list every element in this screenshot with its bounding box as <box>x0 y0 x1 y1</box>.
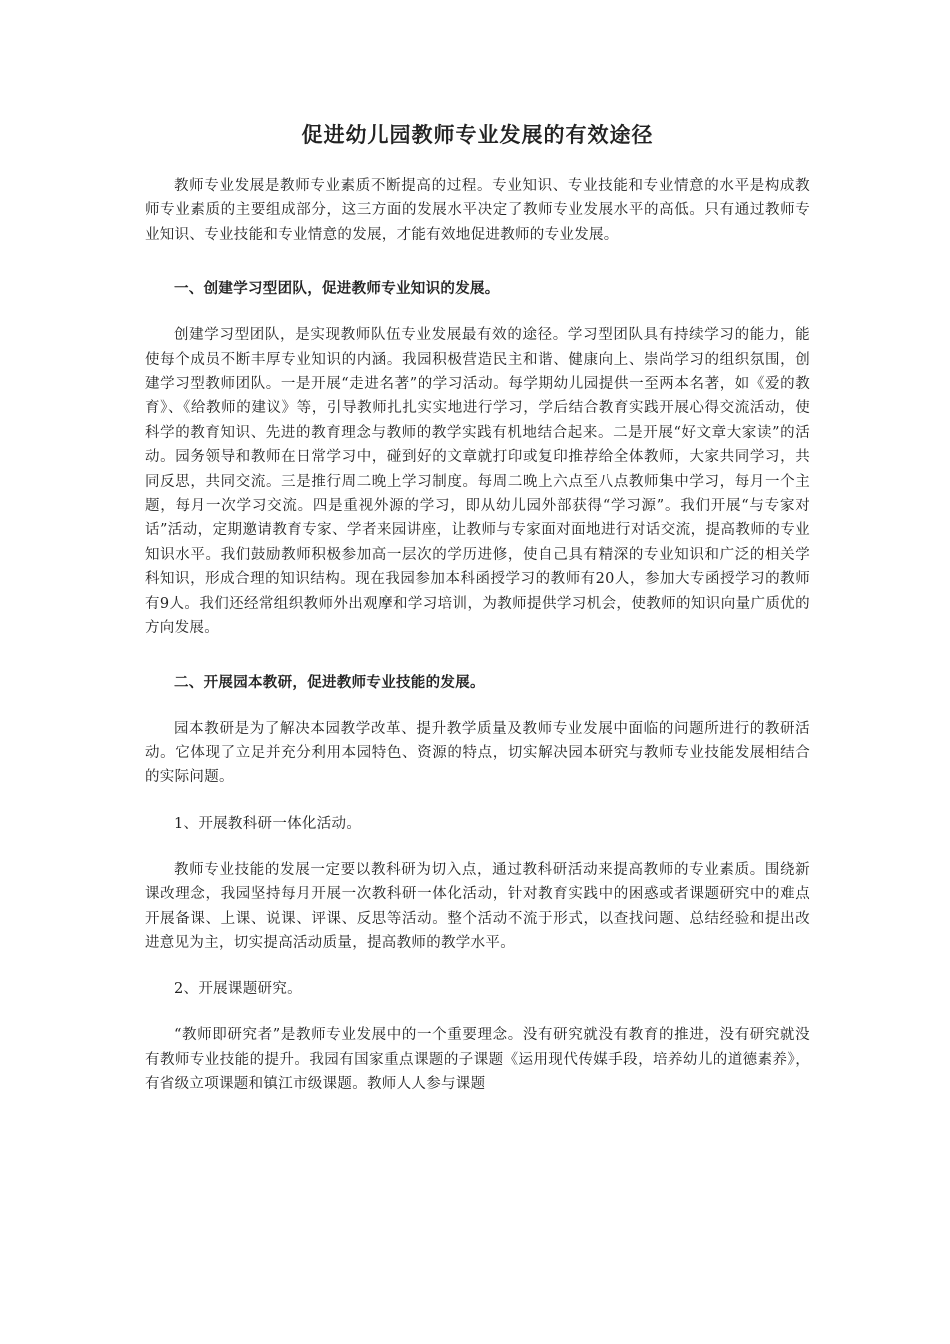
document-title: 促进幼儿园教师专业发展的有效途径 <box>301 122 654 147</box>
subsection-2-body: “教师即研究者”是教师专业发展中的一个重要理念。没有研究就没有教育的推进，没有研究就没有教师专业技能的提升。我园有国家重点课题的子课题《运用现代传媒手段，培养幼儿的道德素养》，有省级立项课题和镇江市级课题。教师人人参与课题 <box>145 1027 810 1093</box>
section-2-body: 园本教研是为了解决本园教学改革、提升教学质量及教师专业发展中面临的问题所进行的教研活动。它体现了立足并充分利用本园特色、资源的特点，切实解决园本研究与教师专业技能发展相结合的实际问题。 <box>145 720 810 786</box>
subsection-1-heading: 1、开展教科研一体化活动。 <box>174 815 362 832</box>
section-2-heading: 二、开展园本教研，促进教师专业技能的发展。 <box>174 673 485 691</box>
subsection-1-body: 教师专业技能的发展一定要以教科研为切入点，通过教科研活动来提高教师的专业素质。围绕新课改理念，我园坚持每月开展一次教科研一体化活动，针对教育实践中的困惑或者课题研究中的难点开展备课、上课、说课、评课、反思等活动。整个活动不流于形式，以查找问题、总结经验和提出改进意见为主，切实提高活动质量，提高教师的教学水平。 <box>145 861 810 951</box>
section-1-body: 创建学习型团队，是实现教师队伍专业发展最有效的途径。学习型团队具有持续学习的能力，能使每个成员不断丰厚专业知识的内涵。我园积极营造民主和谐、健康向上、崇尚学习的组织氛围，创建学习型教师团队。一是开展“走进名著”的学习活动。每学期幼儿园提供一至两本名著，如《爱的教育》、《给教师的建议》等，引导教师扎扎实实地进行学习，学后结合教育实践开展心得交流活动，使科学的教育知识、先进的教育理念与教师的教学实践有机地结合起来。二是开展“好文章大家读”的活动。园务领导和教师在日常学习中，碰到好的文章就打印或复印推荐给全体教师，大家共同学习，共同反思，共同交流。三是推行周二晚上学习制度。每周二晚上六点至八点教师集中学习，每月一个主题，每月一次学习交流。四是重视外源的学习，即从幼儿园外部获得“学习源”。我们开展“与专家对话”活动，定期邀请教育专家、学者来园讲座，让教师与专家面对面地进行对话交流，提高教师的专业知识水平。我们鼓励教师积极参加高一层次的学历进修，使自己具有精深的专业知识和广泛的相关学科知识，形成合理的知识结构。现在我园参加本科函授学习的教师有20人，参加大专函授学习的教师有9人。我们还经常组织教师外出观摩和学习培训，为教师提供学习机会，使教师的知识向量广质优的方向发展。 <box>145 327 810 637</box>
section-1-heading: 一、创建学习型团队，促进教师专业知识的发展。 <box>174 280 500 298</box>
subsection-2-heading: 2、开展课题研究。 <box>174 981 302 998</box>
intro-paragraph: 教师专业发展是教师专业素质不断提高的过程。专业知识、专业技能和专业情意的水平是构成教师专业素质的主要组成部分，这三方面的发展水平决定了教师专业发展水平的高低。只有通过教师专业知识、专业技能和专业情意的发展，才能有效地促进教师的专业发展。 <box>145 178 810 243</box>
document-page <box>145 120 810 1119</box>
